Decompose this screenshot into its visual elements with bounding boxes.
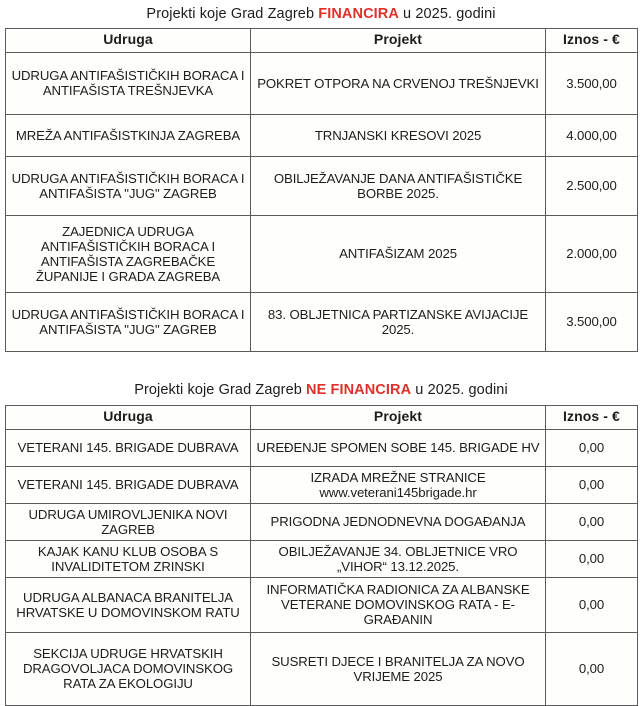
table-row (6, 503, 638, 540)
cell-organization: SEKCIJA UDRUGE HRVATSKIH DRAGOVOLJACA DOMOVINSKOG RATA ZA EKOLOGIJU (6, 632, 251, 705)
cell-amount: 0,00 (546, 540, 638, 577)
section-title-not-financed (0, 378, 642, 405)
cell-organization: KAJAK KANU KLUB OSOBA S INVALIDITETOM ZRINSKI (6, 540, 251, 577)
cell-organization: MREŽA ANTIFAŠISTKINJA ZAGREBA (6, 114, 251, 156)
table-row (6, 52, 638, 114)
cell-project: ANTIFAŠIZAM 2025 (251, 215, 546, 292)
cell-organization: UDRUGA ALBANACA BRANITELJA HRVATSKE U DOMOVINSKOM RATU (6, 577, 251, 632)
cell-amount: 3.500,00 (546, 292, 638, 351)
cell-project: TRNJANSKI KRESOVI 2025 (251, 114, 546, 156)
cell-amount: 0,00 (546, 466, 638, 503)
column-header-project: Projekt (251, 405, 546, 429)
cell-organization: VETERANI 145. BRIGADE DUBRAVA (6, 429, 251, 466)
table-row (6, 429, 638, 466)
table-header-row (6, 405, 638, 429)
section-title-prefix: Projekti koje Grad Zagreb (134, 381, 307, 398)
not-financed-projects-table (5, 405, 638, 706)
table-row (6, 292, 638, 351)
cell-project: IZRADA MREŽNE STRANICE www.veterani145brigade.hr (251, 466, 546, 503)
cell-project: INFORMATIČKA RADIONICA ZA ALBANSKE VETERANE DOMOVINSKOG RATA - E-GRAĐANIN (251, 577, 546, 632)
section-title-suffix: u 2025. godini (411, 381, 508, 398)
section-spacer (0, 352, 642, 378)
cell-project: PRIGODNA JEDNODNEVNA DOGAĐANJA (251, 503, 546, 540)
cell-amount: 0,00 (546, 577, 638, 632)
table-row (6, 577, 638, 632)
column-header-organization: Udruga (6, 405, 251, 429)
table-row (6, 540, 638, 577)
column-header-project: Projekt (251, 29, 546, 53)
cell-organization: UDRUGA UMIROVLJENIKA NOVI ZAGREB (6, 503, 251, 540)
table-row (6, 632, 638, 705)
column-header-organization: Udruga (6, 29, 251, 53)
table-row (6, 114, 638, 156)
cell-organization: ZAJEDNICA UDRUGA ANTIFAŠISTIČKIH BORACA I ANTIFAŠISTA ZAGREBAČKE ŽUPANIJE I GRADA ZAGREBA (6, 215, 251, 292)
cell-project: OBILJEŽAVANJE 34. OBLJETNICE VRO „VIHOR“ 13.12.2025. (251, 540, 546, 577)
section-title-highlight: FINANCIRA (318, 6, 399, 22)
cell-project: 83. OBLJETNICA PARTIZANSKE AVIJACIJE 2025. (251, 292, 546, 351)
column-header-amount: Iznos - € (546, 405, 638, 429)
cell-organization: UDRUGA ANTIFAŠISTIČKIH BORACA I ANTIFAŠISTA TREŠNJEVKA (6, 52, 251, 114)
financed-projects-table (5, 28, 638, 352)
cell-project: SUSRETI DJECE I BRANITELJA ZA NOVO VRIJEME 2025 (251, 632, 546, 705)
cell-organization: UDRUGA ANTIFAŠISTIČKIH BORACA I ANTIFAŠISTA "JUG" ZAGREB (6, 156, 251, 215)
cell-organization: UDRUGA ANTIFAŠISTIČKIH BORACA I ANTIFAŠISTA "JUG" ZAGREB (6, 292, 251, 351)
table-row (6, 215, 638, 292)
column-header-amount: Iznos - € (546, 29, 638, 53)
cell-organization: VETERANI 145. BRIGADE DUBRAVA (6, 466, 251, 503)
section-title-financed (0, 0, 642, 28)
cell-amount: 0,00 (546, 632, 638, 705)
cell-amount: 2.500,00 (546, 156, 638, 215)
table-row (6, 466, 638, 503)
table-header-row (6, 29, 638, 53)
table-row (6, 156, 638, 215)
section-title-highlight: NE FINANCIRA (306, 381, 412, 398)
cell-project: POKRET OTPORA NA CRVENOJ TREŠNJEVKI (251, 52, 546, 114)
cell-amount: 0,00 (546, 503, 638, 540)
cell-amount: 3.500,00 (546, 52, 638, 114)
cell-project: UREĐENJE SPOMEN SOBE 145. BRIGADE HV (251, 429, 546, 466)
section-title-suffix: u 2025. godini (398, 6, 496, 22)
section-title-prefix: Projekti koje Grad Zagreb (146, 6, 319, 22)
cell-project: OBILJEŽAVANJE DANA ANTIFAŠISTIČKE BORBE 2025. (251, 156, 546, 215)
cell-amount: 0,00 (546, 429, 638, 466)
cell-amount: 4.000,00 (546, 114, 638, 156)
cell-amount: 2.000,00 (546, 215, 638, 292)
